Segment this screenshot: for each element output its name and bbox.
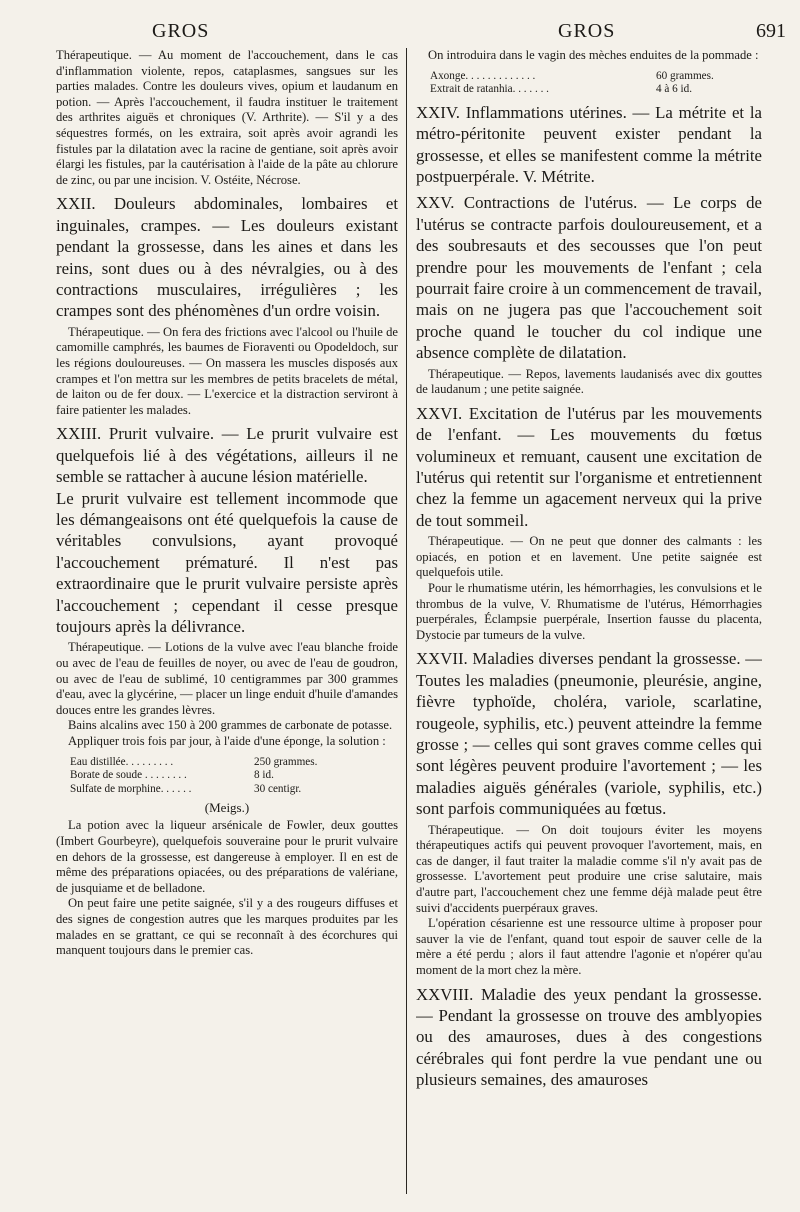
therapeutique-xxv: Thérapeutique. — Repos, lavements laudanisés avec dix gouttes de laudanum ; une petite saignée. [416, 366, 762, 397]
formula-row: Extrait de ratanhia. . . . . . . 4 à 6 id. [430, 83, 693, 96]
column-divider [406, 48, 407, 1194]
section-xxiii-body: Le prurit vulvaire est tellement incommode que les démangeaisons ont été quelquefois la cause de véritables convulsions, ayant provoqué l'accouchement prématuré. Il n'est pas extraordinaire que le prurit vulvaire persiste après l'accouchement ; cependant il cesse presque toujours après la délivrance. [56, 488, 398, 636]
section-xxii: XXII. Douleurs abdominales, lombaires et inguinales, crampes. — Les douleurs existant pendant la grossesse, dans les aines et dans les reins, sont dues ou à des névralgies, ou à des contractions musculaires, irrégulières ; les crampes sont des phénomènes d'un ordre voisin. [56, 194, 398, 321]
formula-row: Eau distillée. . . . . . . . . 250 grammes. [70, 755, 318, 768]
section-xxvii: XXVII. Maladies diverses pendant la grossesse. — Toutes les maladies (pneumonie, pleurésie, angine, fièvre typhoïde, choléra, variole, scarlatine, rougeole, syphilis, etc.) peuvent atteindre la femme grosse ; — celles qui sont graves comme celles qui sont légères peuvent produire l'avortement ; — les maladies aiguës générales (variole, syphilis, etc.) sont parfois communiquées au fœtus. [416, 649, 762, 819]
left-column [56, 48, 398, 959]
formula-solution [70, 756, 398, 797]
bains-alcalins: Bains alcalins avec 150 à 200 grammes de carbonate de potasse. [68, 718, 393, 733]
formula-row: Axonge. . . . . . . . . . . . . 60 grammes. [430, 69, 714, 82]
running-header [60, 20, 786, 44]
right-column [416, 48, 762, 1091]
citation-meigs: (Meigs.) [204, 800, 250, 816]
left-running-title: GROS [152, 20, 210, 42]
right-running-title: GROS [558, 20, 616, 42]
section-xxiii: XXIII. Prurit vulvaire. — Le prurit vulvaire est quelquefois lié à des végétations, ailleurs il ne semble se rattacher à aucune lésion matérielle. [56, 424, 398, 487]
formula-row: Sulfate de morphine. . . . . . 30 centigr. [70, 782, 302, 795]
section-xxv: XXV. Contractions de l'utérus. — Le corps de l'utérus se contracte parfois douloureusement, et a des soubresauts et des secousses que l'on peut prendre pour les mouvements de l'enfant ; cela pourrait faire croire à un commencement de travail, mais on ne jugera pas que l'accouchement soit proche quand le toucher du col indique une absence complète de dilatation. [416, 193, 762, 363]
appliquer-solution: Appliquer trois fois par jour, à l'aide d'une éponge, la solution : [68, 733, 386, 748]
section-xxviii: XXVIII. Maladie des yeux pendant la grossesse. — Pendant la grossesse on trouve des amblyopies ou des amauroses, dues à des congestions cérébrales qui font perdre la vue pendant une ou plusieurs semaines, des amauroses [416, 984, 762, 1090]
meches-pommade: On introduira dans le vagin des mèches enduites de la pommade : [428, 48, 759, 62]
therapeutique-xxvi: Thérapeutique. — On ne peut que donner des calmants : les opiacés, en potion et en lavement. Une petite saignée est quelquefois utile. [416, 534, 762, 580]
operation-cesarienne: L'opération césarienne est une ressource ultime à proposer pour sauver la vie de l'enfant, quand tout espoir de sauver celle de la mère a été perdu ; alors il faut attendre l'agonie et n'opérer qu'au moment de la mort chez la mère. [416, 916, 762, 978]
page-number: 691 [756, 20, 786, 42]
therapeutique-xxii: Thérapeutique. — On fera des frictions avec l'alcool ou l'huile de camomille camphrés, les baumes de Fioraventi ou Opodeldoch, sur les régions douloureuses. — On massera les muscles disposés aux crampes et l'on mettra sur les membres de petits bracelets de métal, de laiton ou de fer doux. — L'exercice et la distraction serviront à faire patienter les malades. [56, 324, 398, 417]
petite-saignee: On peut faire une petite saignée, s'il y a des rougeurs diffuses et des signes de congestion autres que les marques produites par les malades en se grattant, ce qui se reconnaît à des écorchures qui manquent toujours dans le premier cas. [56, 896, 398, 958]
therapeutique-xxvii: Thérapeutique. — On doit toujours éviter les moyens thérapeutiques actifs qui peuvent provoquer l'avortement, mais, en cas de danger, il faut traiter la maladie comme s'il n'y avait pas de grossesse. L'avortement peut produire une crise salutaire, mais d'autre part, l'accouchement chez une femme déjà malade peut être suivi d'accidents puerpéraux graves. [416, 822, 762, 915]
rhumatisme-renvois: Pour le rhumatisme utérin, les hémorrhagies, les convulsions et le thrombus de la vulve, V. Rhumatisme de l'utérus, Hémorrhagies puerpérales, Éclampsie puerpérale, Insertion fausse du placenta, Dystocie par tumeurs de la vulve. [416, 581, 762, 642]
section-xxvi: XXVI. Excitation de l'utérus par les mouvements de l'enfant. — Les mouvements du fœtus volumineux et remuant, causent une excitation de l'utérus qui retentit sur l'organisme et entretiennent chez la femme un agacement nerveux qui la prive de tout sommeil. [416, 403, 762, 530]
therapeutique-arthrite: Thérapeutique. — Au moment de l'accouchement, dans le cas d'inflammation violente, repos, cataplasmes, sangsues sur les parties malades. Contre les douleurs vives, opium et laudanum en potion. — Après l'accouchement, il faudra instituer le traitement des arthrites aiguës et chroniques (V. Arthrite). — S'il y a des séquestres formés, on les extraira, soit après avoir agrandi les fistules par la dilatation avec la racine de gentiane, soit après avoir élargi les fistules, par la cautérisation à l'aide de la pâte au chlorure de zinc, ou par une incision. V. Ostéite, Nécrose. [56, 48, 398, 187]
formula-pommade [430, 70, 762, 97]
formula-row: Borate de soude . . . . . . . . 8 id. [70, 769, 274, 782]
therapeutique-xxiii: Thérapeutique. — Lotions de la vulve avec l'eau blanche froide ou avec de l'eau de feuilles de noyer, ou avec de l'eau de goudron, ou avec de l'eau de sublimé, 10 centigrammes par 300 grammes d'eau, avec la glycérine, — placer un linge enduit d'huile d'amandes douces entre les grandes lèvres. [56, 640, 398, 717]
potion-fowler: La potion avec la liqueur arsénicale de Fowler, deux gouttes (Imbert Gourbeyre), quelquefois souveraine pour le prurit vulvaire en dehors de la grossesse, est dangereuse à employer. Il en est de même des préparations opiacées, ou des préparations de valériane, de jusquiame et de belladone. [56, 818, 398, 895]
section-xxiv: XXIV. Inflammations utérines. — La métrite et la métro-péritonite peuvent exister pendant la grossesse, et elles se manifestent comme la métrite postpuerpérale. V. Métrite. [416, 102, 762, 186]
